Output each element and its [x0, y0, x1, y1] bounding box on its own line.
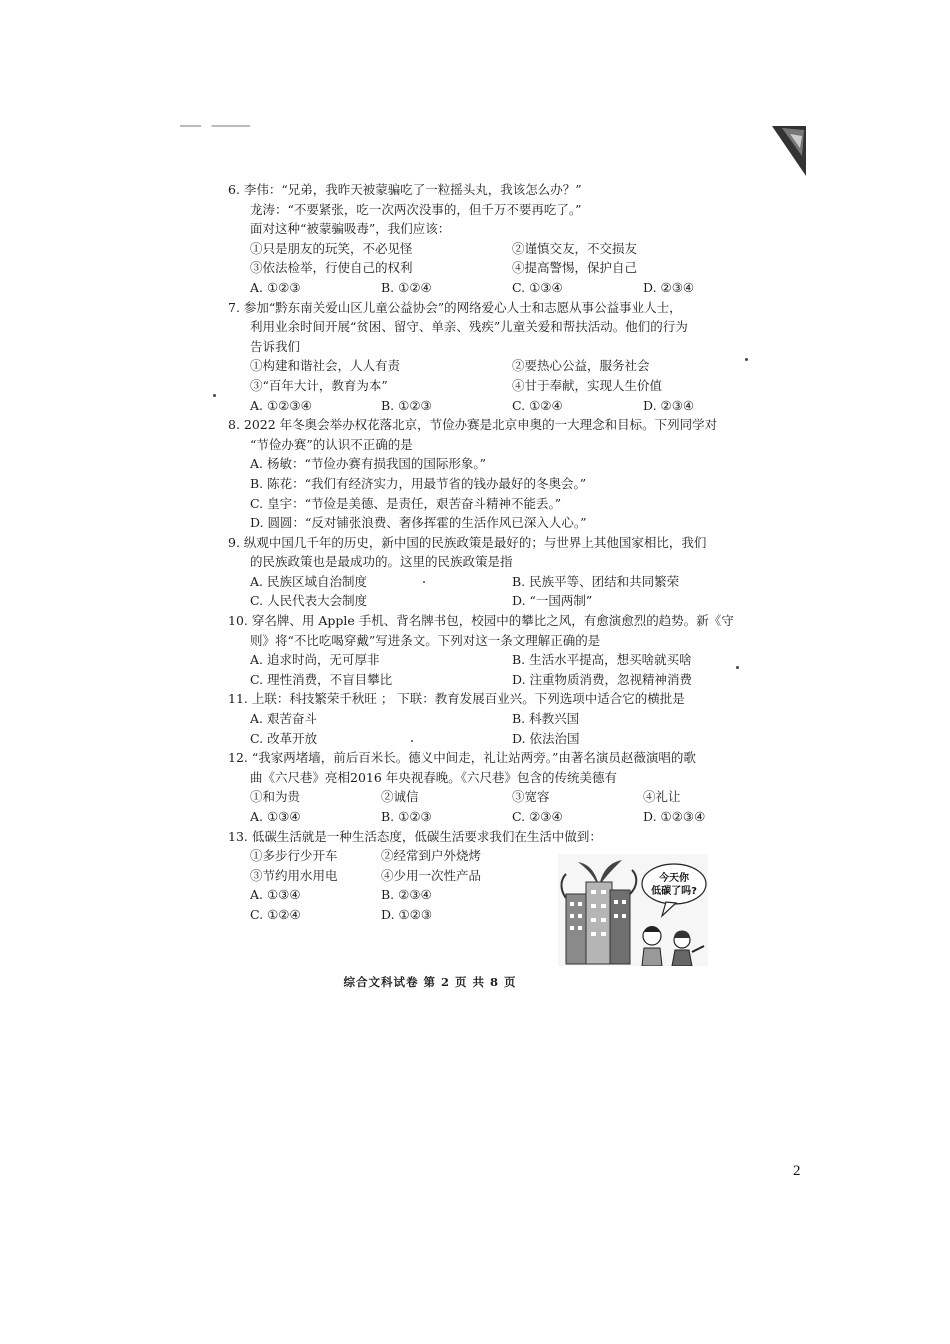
statement: ③依法检举，行使自己的权利: [250, 260, 413, 276]
choice-c: C. ①②④: [250, 906, 301, 922]
question-stem: 10. 穿名牌、用 Apple 手机、背名牌书包，校园中的攀比之风，有愈演愈烈的趋势。新《守: [228, 613, 734, 629]
question-stem: “节俭办赛”的认识不正确的是: [250, 436, 413, 452]
question-11: [228, 689, 756, 748]
question-stem: 利用业余时间开展“贫困、留守、单亲、残疾”儿童关爱和帮扶活动。他们的行为: [250, 319, 688, 335]
statement: ④少用一次性产品: [381, 867, 482, 883]
choice-d: D. ②③④: [643, 397, 695, 413]
question-stem: 11. 上联：科技繁荣千秋旺 ； 下联：教育发展百业兴。下列选项中适合它的横批是: [228, 691, 685, 707]
choice-c: C. 理性消费，不盲目攀比: [250, 671, 393, 687]
statement: ③宽容: [512, 789, 550, 805]
question-stem: 龙涛：“不要紧张，吃一次两次没事的，但千万不要再吃了。”: [250, 201, 582, 217]
scan-speck: [423, 581, 425, 583]
question-10: [228, 611, 756, 689]
corner-stamp-icon: [772, 126, 806, 176]
statement: ③节约用水用电: [250, 867, 338, 883]
footer-text: 综合文科试卷 第 2 页 共 8 页: [343, 975, 517, 989]
question-8: [228, 415, 756, 533]
scan-speck: [411, 740, 413, 742]
cartoon-bubble-line: 今天你: [659, 872, 689, 884]
choice-a: A. 艰苦奋斗: [250, 711, 317, 727]
statement: ①多步行少开车: [250, 848, 338, 864]
choice-c: C. 改革开放: [250, 730, 318, 746]
scan-speck: [736, 666, 739, 669]
choice-d: D. ①②③④: [643, 809, 706, 824]
choice-b: B. 陈花：“我们有经济实力，用最节省的钱办最好的冬奥会。”: [250, 475, 587, 491]
choice-a: A. 追求时尚，无可厚非: [250, 652, 380, 668]
choice-b: B. 科教兴国: [512, 711, 580, 727]
question-6: [228, 180, 756, 298]
choice-c: C. 皇宇：“节俭是美德、是责任，艰苦奋斗精神不能丢。”: [250, 495, 562, 511]
choice-a: A. 民族区域自治制度: [250, 573, 367, 589]
choice-c: C. 人民代表大会制度: [250, 593, 368, 609]
question-13: [228, 827, 756, 925]
cartoon-bubble-line: 低碳了吗?: [651, 885, 697, 897]
choice-d: D. “一国两制”: [512, 593, 593, 609]
question-stem: 13. 低碳生活就是一种生活态度，低碳生活要求我们在生活中做到：: [228, 828, 602, 844]
statement: ③“百年大计，教育为本”: [250, 377, 388, 393]
choice-b: B. 民族平等、团结和共同繁荣: [512, 573, 680, 589]
choice-a: A. ①③④: [250, 809, 301, 824]
choice-a: A. ①②③: [250, 279, 301, 295]
choice-a: A. 杨敏：“节俭办赛有损我国的国际形象。”: [250, 456, 487, 472]
statement: ①和为贵: [250, 789, 301, 805]
scan-speck: [213, 394, 216, 397]
choice-d: D. 注重物质消费，忽视精神消费: [512, 671, 693, 687]
question-stem: 曲《六尺巷》亮相2016 年央视春晚。《六尺巷》包含的传统美德有: [250, 769, 618, 785]
statement: ②诚信: [381, 789, 419, 805]
question-stem: 9. 纵观中国几千年的历史，新中国的民族政策是最好的；与世界上其他国家相比，我们: [228, 534, 707, 550]
question-9: [228, 533, 756, 611]
question-stem: 6. 李伟：“兄弟，我昨天被蒙骗吃了一粒摇头丸，我该怎么办？”: [228, 182, 582, 197]
choice-b: B. 生活水平提高，想买啥就买啥: [512, 652, 692, 668]
question-stem: 面对这种“被蒙骗吸毒”，我们应该：: [250, 221, 451, 237]
choice-a: A. ①③④: [250, 887, 301, 903]
question-stem: 告诉我们: [250, 338, 301, 354]
choice-c: C. ①②④: [512, 397, 563, 413]
exam-footer: [0, 974, 950, 990]
question-stem: 的民族政策也是最成功的。这里的民族政策是指: [250, 554, 513, 570]
question-stem: 7. 参加“黔东南关爱山区儿童公益协会”的网络爱心人士和志愿从事公益事业人士，: [228, 299, 682, 315]
scan-artifact: [180, 125, 250, 127]
choice-b: B. ①②③: [381, 397, 432, 413]
low-carbon-cartoon-illustration: [558, 854, 708, 966]
choice-b: B. ①②③: [381, 809, 432, 824]
question-stem: 则》将“不比吃喝穿戴”写进条文。下列对这一条文理解正确的是: [250, 632, 601, 648]
scan-speck: [745, 358, 748, 361]
statement: ①构建和谐社会，人人有责: [250, 358, 401, 374]
question-stem: 8. 2022 年冬奥会举办权花落北京，节俭办赛是北京申奥的一大理念和目标。下列同学对: [228, 417, 718, 433]
question-12: [228, 748, 756, 826]
statement: ④礼让: [643, 789, 681, 805]
statement: ②经常到户外烧烤: [381, 848, 482, 864]
statement: ②要热心公益，服务社会: [512, 358, 650, 374]
choice-c: C. ②③④: [512, 809, 563, 824]
exam-page: [228, 180, 756, 925]
statement: ②谨慎交友，不交损友: [512, 240, 638, 256]
choice-d: D. 依法治国: [512, 730, 580, 746]
statement: ④甘于奉献，实现人生价值: [512, 377, 663, 393]
choice-d: D. ②③④: [643, 279, 695, 295]
page-number: 2: [793, 1163, 801, 1179]
choice-b: B. ②③④: [381, 887, 432, 903]
statement: ①只是朋友的玩笑，不必见怪: [250, 240, 413, 256]
statement: ④提高警惕，保护自己: [512, 260, 638, 276]
question-7: [228, 298, 756, 416]
choice-a: A. ①②③④: [250, 397, 312, 413]
choice-c: C. ①③④: [512, 279, 563, 295]
question-stem: 12. “我家两堵墙，前后百米长。德义中间走，礼让站两旁。”由著名演员赵薇演唱的歌: [228, 750, 696, 766]
choice-d: D. ①②③: [381, 906, 433, 922]
choice-b: B. ①②④: [381, 279, 432, 295]
choice-d: D. 圆圆：“反对铺张浪费、奢侈挥霍的生活作风已深入人心。”: [250, 515, 587, 531]
